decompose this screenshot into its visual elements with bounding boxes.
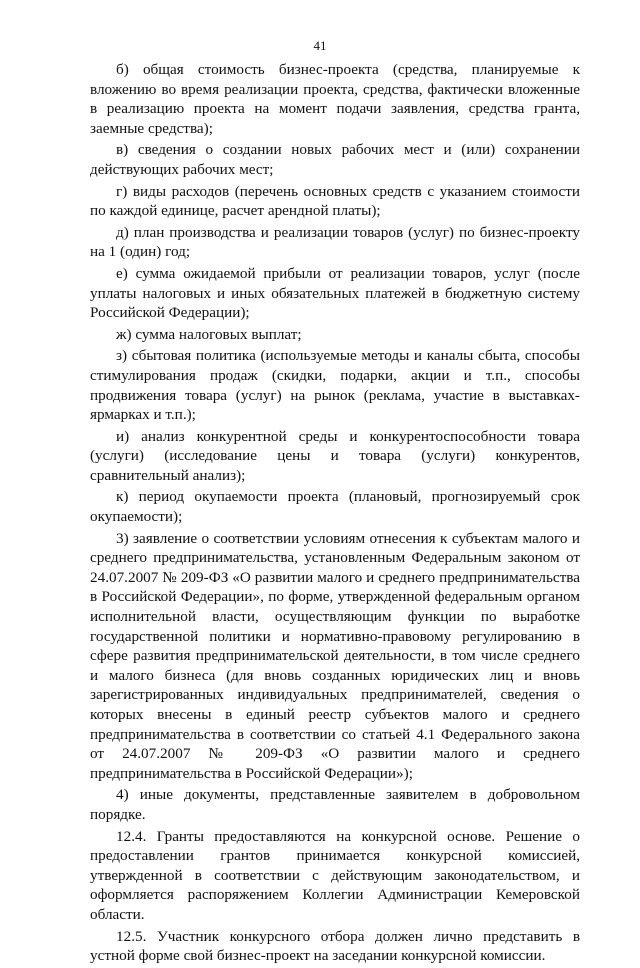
- paragraph-d-production-plan: д) план производства и реализации товаров (услуг) по бизнес-проекту на 1 (один) год;: [90, 223, 580, 261]
- paragraph-12-5-presentation: 12.5. Участник конкурсного отбора должен лично представить в устной форме свой бизнес-проект на заседании конкурсной комиссии.: [90, 927, 580, 965]
- paragraph-k-payback-period: к) период окупаемости проекта (плановый, прогнозируемый срок окупаемости);: [90, 488, 580, 526]
- paragraph-i-competition-analysis: и) анализ конкурентной среды и конкурентоспособности товара (услуги) (исследование цены и товара (услуги) конкурентов, сравнительный анализ);: [90, 427, 580, 484]
- page-number: 41: [313, 38, 327, 53]
- document-body: [90, 60, 580, 968]
- paragraph-4-other-documents: 4) иные документы, представленные заявителем в добровольном порядке.: [90, 786, 580, 823]
- paragraph-12-4-grants: 12.4. Гранты предоставляются на конкурсной основе. Решение о предоставлении грантов принимается конкурсной комиссией, утвержденной в соответствии с действующим законодательством, и оформляется распоряжением Коллегии Администрации Кемеровской области.: [90, 827, 580, 923]
- paragraph-v-jobs: в) сведения о создании новых рабочих мест и (или) сохранении действующих рабочих мест;: [90, 141, 580, 178]
- paragraph-3-compliance-statement: 3) заявление о соответствии условиям отнесения к субъектам малого и среднего предпринимательства, установленным Федеральным законом от 24.07.2007 № 209-ФЗ «О развитии малого и среднего предпринимательства в Российской Федерации», по форме, утвержденной федеральным органом исполнительной власти, осуществляющим функции по выработке государственной политики и нормативно-правовому регулированию в сфере развития предпринимательской деятельности, в том числе среднего и малого бизнеса (для вновь созданных юридических лиц и вновь зарегистрированных индивидуальных предпринимателей, сведения о которых внесены в единый реестр субъектов малого и среднего предпринимательства в соответствии со статьей 4.1 Федерального закона от 24.07.2007 № 209-ФЗ «О развитии малого и среднего предпринимательства в Российской Федерации»);: [90, 529, 580, 782]
- paragraph-z-sales-policy: з) сбытовая политика (используемые методы и каналы сбыта, способы стимулирования продаж (скидки, подарки, акции и т.п., способы продвижения товара (услуг) на рынок (реклама, участие в выставках-ярмарках и т.п.);: [90, 347, 580, 424]
- paragraph-b-total-cost: б) общая стоимость бизнес-проекта (средства, планируемые к вложению во время реализации проекта, средства, фактически вложенные в реализацию проекта на момент подачи заявления, средства гранта, заемные средства);: [90, 61, 580, 137]
- paragraph-g-expenses: г) виды расходов (перечень основных средств с указанием стоимости по каждой единице, расчет арендной платы);: [90, 182, 580, 220]
- paragraph-zh-tax-payments: ж) сумма налоговых выплат;: [116, 325, 302, 343]
- paragraph-e-expected-profit: е) сумма ожидаемой прибыли от реализации товаров, услуг (после уплаты налоговых и иных обязательных платежей в бюджетную систему Российской Федерации);: [90, 264, 580, 322]
